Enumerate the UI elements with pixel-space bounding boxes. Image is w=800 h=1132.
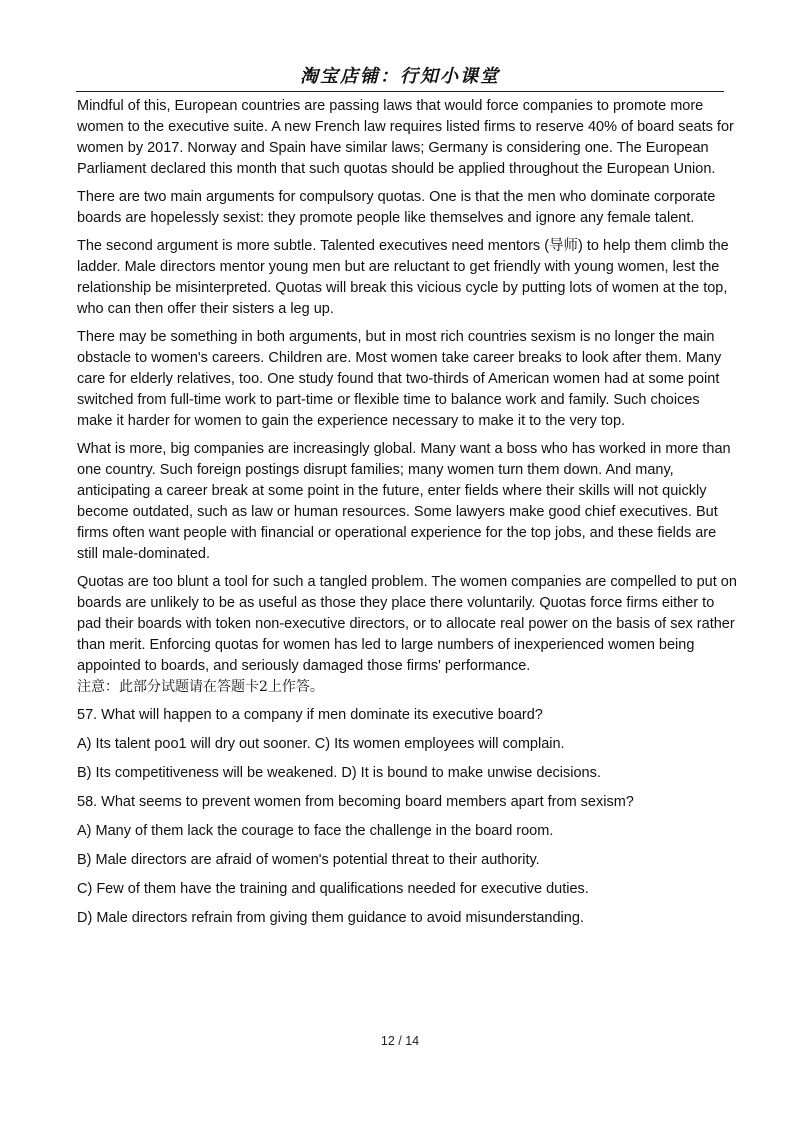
question-58: 58. What seems to prevent women from becoming board members apart from sexism? bbox=[77, 794, 634, 810]
question-57-options-ac: A) Its talent poo1 will dry out sooner. C) Its women employees will complain. bbox=[77, 736, 565, 752]
page-number: 12 / 14 bbox=[380, 1034, 420, 1048]
passage-paragraph: Quotas are too blunt a tool for such a tangled problem. The women companies are compelled to put on boards are unlikely to be as useful as those they place there voluntarily. Quotas force firms either to pad their boards with token non-executive directors, or to allocate real power on the basis of sex rather than merit. Enforcing quotas for women has led to large numbers of inexperienced women being appointed to boards, and seriously damaged those firms' performance. bbox=[77, 574, 737, 674]
passage-paragraph: What is more, big companies are increasingly global. Many want a boss who has worked in more than one country. Such foreign postings disrupt families; many women turn them down. And many, anticipating a career break at some point in the future, enter fields where their skills will not quickly become outdated, such as law or human resources. Some lawyers make good chief executives. But firms often want people with financial or operational experience for the top jobs, and these fields are still male-dominated. bbox=[77, 441, 731, 562]
document-body bbox=[77, 96, 737, 937]
page-header-title: 淘宝店铺：行知小课堂 bbox=[300, 66, 500, 87]
passage-paragraph: The second argument is more subtle. Talented executives need mentors (导师) to help them climb the ladder. Male directors mentor young men but are reluctant to get friendly with young women, lest the relationship be misinterpreted. Quotas will break this vicious cycle by putting lots of women at the top, who can then offer their sisters a leg up. bbox=[77, 238, 729, 317]
header-divider bbox=[76, 91, 724, 92]
question-57: 57. What will happen to a company if men dominate its executive board? bbox=[77, 707, 543, 723]
passage-paragraph: There are two main arguments for compulsory quotas. One is that the men who dominate corporate boards are hopelessly sexist: they promote people like themselves and ignore any female talent. bbox=[77, 189, 716, 226]
question-58-option-b: B) Male directors are afraid of women's potential threat to their authority. bbox=[77, 852, 540, 868]
question-57-options-bd: B) Its competitiveness will be weakened. D) It is bound to make unwise decisions. bbox=[77, 765, 601, 781]
question-58-option-d: D) Male directors refrain from giving them guidance to avoid misunderstanding. bbox=[77, 910, 584, 926]
question-58-option-a: A) Many of them lack the courage to face the challenge in the board room. bbox=[77, 823, 554, 839]
question-58-option-c: C) Few of them have the training and qualifications needed for executive duties. bbox=[77, 881, 589, 897]
passage-paragraph: There may be something in both arguments, but in most rich countries sexism is no longer the main obstacle to women's careers. Children are. Most women take career breaks to look after them. Many care for elderly relatives, too. One study found that two-thirds of American women had at some point switched from full-time work to part-time or flexible time to balance work and family. Such choices make it harder for women to gain the experience necessary to make it to the very top. bbox=[77, 329, 722, 429]
passage-paragraph: Mindful of this, European countries are passing laws that would force companies to promote more women to the executive suite. A new French law requires listed firms to reserve 40% of board seats for women by 2017. Norway and Spain have similar laws; Germany is considering one. The European Parliament declared this month that such quotas should be applied throughout the European Union. bbox=[77, 98, 734, 177]
answer-sheet-note: 注意：此部分试题请在答题卡2上作答。 bbox=[77, 679, 324, 695]
